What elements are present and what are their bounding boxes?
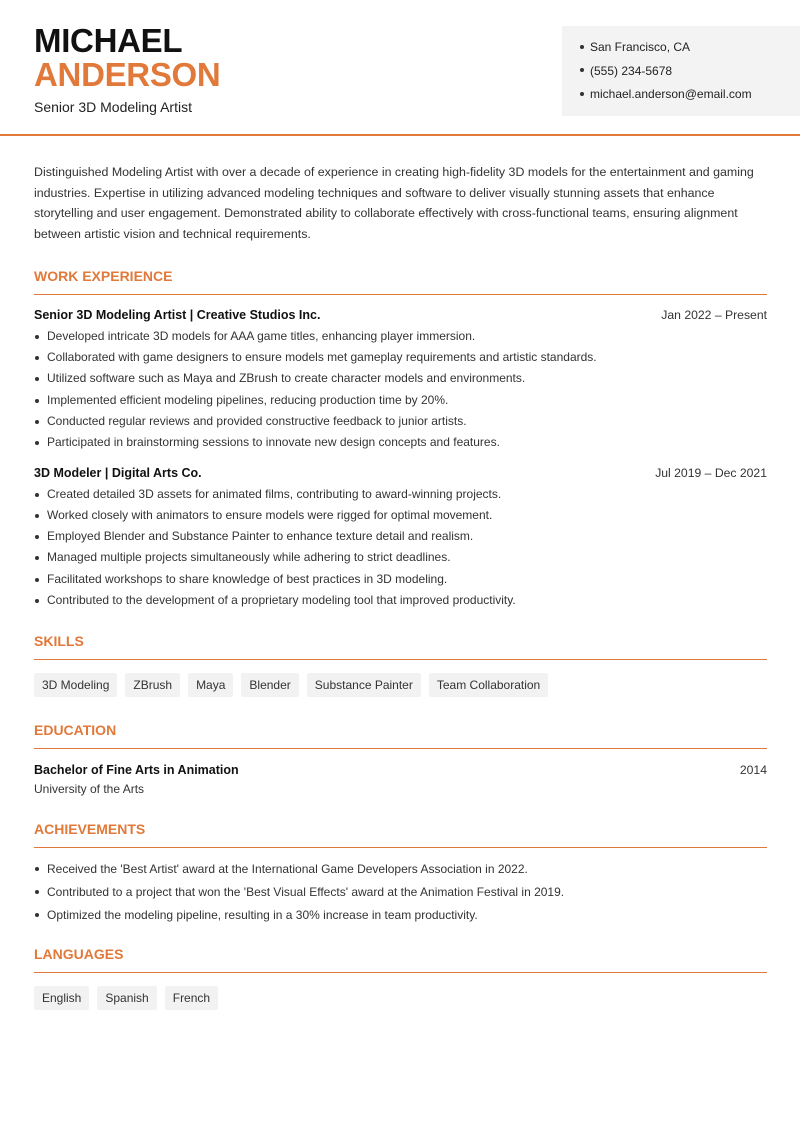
list-item: Employed Blender and Substance Painter to enhance texture detail and realism. [34,526,767,547]
degree: Bachelor of Fine Arts in Animation [34,763,239,778]
last-name: ANDERSON [34,56,221,93]
list-item: Utilized software such as Maya and ZBrush to create character models and environments. [34,368,767,389]
job-header [34,466,767,480]
list-item: Developed intricate 3D models for AAA game titles, enhancing player immersion. [34,326,767,347]
list-item: Collaborated with game designers to ensure models met gameplay requirements and artistic standards. [34,347,767,368]
job-entry [34,466,767,612]
language-tag: French [165,986,218,1010]
bullet-icon [580,68,584,72]
contact-box [562,26,800,116]
list-item: Contributed to the development of a proprietary modeling tool that improved productivity. [34,590,767,611]
job-bullets [34,484,767,612]
list-item: Received the 'Best Artist' award at the International Game Developers Association in 2022. [34,858,767,881]
contact-email[interactable]: michael.anderson@email.com [580,86,800,110]
language-tag: Spanish [97,986,156,1010]
resume-header [0,0,800,136]
skill-tag: ZBrush [125,673,180,697]
language-tags [34,986,767,1010]
job-title: Senior 3D Modeling Artist [34,99,192,115]
list-item: Conducted regular reviews and provided constructive feedback to junior artists. [34,411,767,432]
list-item: Contributed to a project that won the 'Best Visual Effects' award at the Animation Festival in 2019. [34,881,767,904]
education-entry [34,763,767,796]
list-item: Facilitated workshops to share knowledge of best practices in 3D modeling. [34,569,767,590]
first-name: MICHAEL [34,22,183,59]
list-item: Managed multiple projects simultaneously while adhering to strict deadlines. [34,547,767,568]
skill-tag: Blender [241,673,298,697]
contact-phone: (555) 234-5678 [580,63,800,87]
list-item: Optimized the modeling pipeline, resulting in a 30% increase in team productivity. [34,904,767,927]
education-header [34,763,767,777]
candidate-name [34,24,220,92]
list-item: Implemented efficient modeling pipelines, reducing production time by 20%. [34,390,767,411]
job-dates: Jan 2022 – Present [661,307,767,322]
skill-tag: Substance Painter [307,673,421,697]
section-title-achievements: ACHIEVEMENTS [34,821,767,848]
section-title-skills: SKILLS [34,633,767,660]
bullet-icon [580,45,584,49]
skill-tag: Team Collaboration [429,673,548,697]
contact-location: San Francisco, CA [580,39,800,63]
skill-tag: 3D Modeling [34,673,117,697]
list-item: Created detailed 3D assets for animated films, contributing to award-winning projects. [34,484,767,505]
section-title-work: WORK EXPERIENCE [34,268,767,295]
job-bullets [34,326,767,454]
bullet-icon [580,92,584,96]
list-item: Participated in brainstorming sessions to innovate new design concepts and features. [34,432,767,453]
list-item: Worked closely with animators to ensure models were rigged for optimal movement. [34,505,767,526]
job-role: 3D Modeler | Digital Arts Co. [34,465,202,480]
job-entry [34,308,767,454]
section-title-languages: LANGUAGES [34,946,767,973]
job-dates: Jul 2019 – Dec 2021 [655,465,767,480]
achievements-list [34,858,767,926]
summary: Distinguished Modeling Artist with over a decade of experience in creating high-fidelity 3D models for the entertainment and gaming industries. Expertise in utilizing advanced modeling techniques and software to deliver visually stunning assets that enhance storytelling and user engagement. Demonstrated ability to collaborate effectively with cross-functional teams, ensuring alignment between artistic vision and technical requirements. [34,165,754,242]
skills-tags [34,673,767,697]
graduation-year: 2014 [739,763,767,778]
language-tag: English [34,986,89,1010]
resume-body [34,162,767,1010]
skill-tag: Maya [188,673,233,697]
section-title-education: EDUCATION [34,722,767,749]
job-header [34,308,767,322]
job-role: Senior 3D Modeling Artist | Creative Studios Inc. [34,307,321,322]
school: University of the Arts [34,782,145,797]
